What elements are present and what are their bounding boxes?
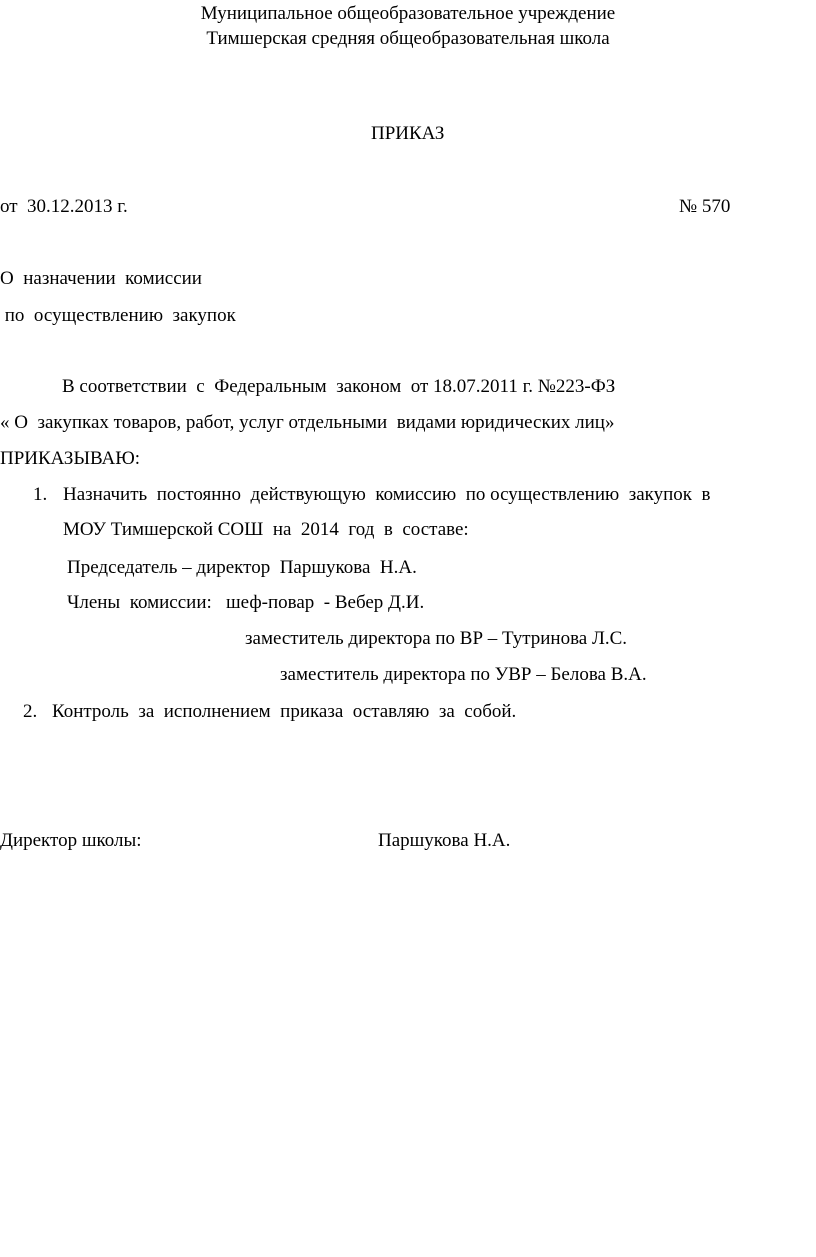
subject-line-1: О назначении комиссии bbox=[0, 268, 202, 289]
signature-name: Паршукова Н.А. bbox=[378, 830, 511, 851]
order-number: № 570 bbox=[679, 196, 731, 217]
institution-line-2: Тимшерская средняя общеобразовательная школа bbox=[206, 28, 610, 49]
order-directive: ПРИКАЗЫВАЮ: bbox=[0, 448, 141, 469]
document-title: ПРИКАЗ bbox=[371, 123, 445, 144]
order-date: от 30.12.2013 г. bbox=[0, 196, 128, 217]
item-1-number: 1. bbox=[33, 484, 48, 505]
institution-line-1: Муниципальное общеобразовательное учреждение bbox=[200, 3, 616, 24]
signature-role: Директор школы: bbox=[0, 830, 142, 851]
commission-members-label: Члены комиссии: шеф-повар - Вебер Д.И. bbox=[67, 592, 425, 613]
preamble-line-1: В соответствии с Федеральным законом от 18.07.2011 г. №223-ФЗ bbox=[62, 376, 616, 397]
item-1-text-line-2: МОУ Тимшерской СОШ на 2014 год в составе: bbox=[63, 519, 469, 540]
commission-member-3: заместитель директора по УВР – Белова В.А. bbox=[280, 664, 647, 685]
item-1-text-line-1: Назначить постоянно действующую комиссию по осуществлению закупок в bbox=[63, 484, 711, 505]
commission-chair: Председатель – директор Паршукова Н.А. bbox=[67, 557, 417, 578]
commission-member-2: заместитель директора по ВР – Тутринова Л.С. bbox=[245, 628, 628, 649]
preamble-line-2: « О закупках товаров, работ, услуг отдельными видами юридических лиц» bbox=[0, 412, 615, 433]
item-2-text: Контроль за исполнением приказа оставляю за собой. bbox=[52, 701, 517, 722]
item-2-number: 2. bbox=[23, 701, 38, 722]
subject-line-2: по осуществлению закупок bbox=[0, 305, 236, 326]
